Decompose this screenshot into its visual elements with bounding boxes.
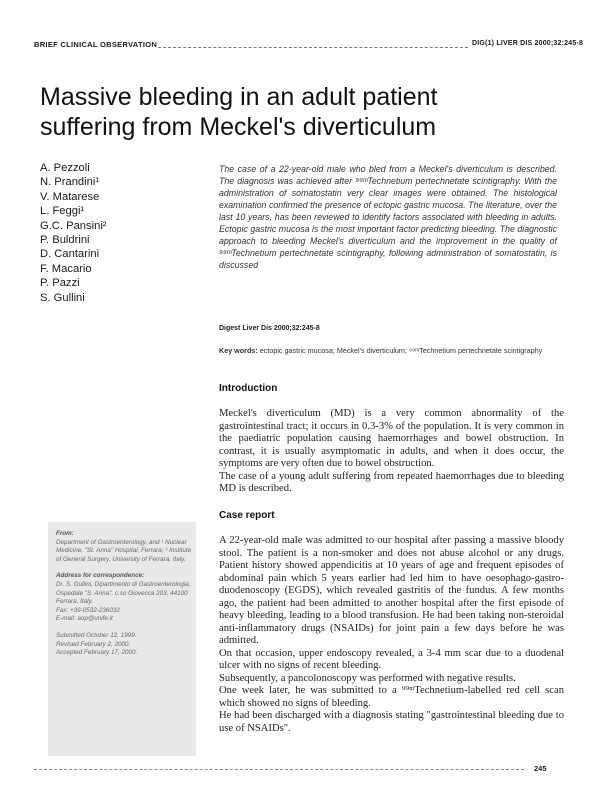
footer-rule — [34, 769, 524, 770]
section-label: BRIEF CLINICAL OBSERVATION — [34, 40, 158, 49]
keywords-label: Key words: — [219, 346, 258, 355]
author: G.C. Pansini² — [40, 219, 107, 232]
abstract: The case of a 22-year-old male who bled from a Meckel's diverticulum is described. The diagnosis was achieved after ⁹⁹ᵐTechnetium pertechnetate scintigraphy. With the administration of somatostatin very clear images were obtained. The histological examination confirmed the presence of ectopic gastric mucosa. The literature, over the last 10 years, has been reviewed to identify factors associated with bleeding in adults. Ectopic gastric mucosa is the most important factor predicting bleeding. The diagnostic approach to bleeding Meckel's diverticulum and the improvement in the quality of ⁹⁹ᵐTechnetium pertechnetate scintigraphy, following administration of somatostatin, is discussed — [219, 164, 557, 270]
author: L. Feggi¹ — [40, 205, 85, 218]
introduction-body — [219, 408, 564, 496]
paragraph: A 22-year-old male was admitted to our hospital after passing a massive bloody stool. The patient is a non-smoker and does not abuse alcohol or any drugs. Patient history showed appendicitis at 10 years of age and frequent episodes of abdominal pain which 5 years earlier had led him to have oesophago-gastro-duodenoscopy (EGDS), which revealed gastritis of the fundus. A few months ago, the patient had been admitted to another hospital after the first episode of heavy bleeding, leading to a blood transfusion. He had been taking non-steroidal anti-inflammatory drugs (NSAIDs) for joint pain a few days before he was admitted. — [219, 535, 564, 646]
introduction-heading: Introduction — [219, 383, 278, 394]
from-text: Department of Gastroenterology, and ¹ Nuclear Medicine, "St. Anna" Hospital, Ferrara; ² Institute of General Surgery, University of Ferrara, Italy. — [56, 538, 192, 563]
author: D. Cantarini — [40, 248, 100, 261]
title-line-2: suffering from Meckel's diverticulum — [40, 113, 437, 141]
author: S. Gullini — [40, 291, 85, 304]
header-rule — [158, 47, 468, 48]
keywords-text: ectopic gastric mucosa; Meckel's diverticulum; ⁹⁹ᵐTechnetium pertechnetate scintigraphy — [259, 346, 543, 355]
author: F. Macario — [40, 262, 92, 275]
paragraph: Subsequently, a pancolonoscopy was performed with negative results. — [219, 672, 516, 684]
keywords — [219, 346, 564, 357]
author-list — [40, 161, 210, 305]
from-label: From: — [56, 530, 74, 537]
case-report-body — [219, 535, 564, 735]
fax: Fax: +39-0532-236032 — [56, 606, 120, 614]
paragraph: Meckel's diverticulum (MD) is a very common abnormality of the gastrointestinal tract; it occurs in 0.3-3% of the population. It is very common in the paediatric population causing haemorrhages and bowel obstruction. In contrast, it is usually asymptomatic in adults, and when it does occur, the symptoms are very often due to bowel obstruction. — [219, 408, 564, 469]
citation-header: DIG(1) LIVER DIS 2000;32:245-8 — [472, 40, 584, 47]
title-line-1: Massive bleeding in an adult patient — [40, 83, 438, 111]
author: A. Pezzoli — [40, 162, 90, 174]
author: N. Prandini¹ — [40, 176, 100, 189]
article-title — [40, 82, 560, 142]
journal-reference: Digest Liver Dis 2000;32:245-8 — [219, 325, 320, 332]
paragraph: He had been discharged with a diagnosis stating "gastrointestinal bleeding due to use of NSAIDs". — [219, 710, 564, 734]
address-label: Address for correspondence: — [56, 572, 145, 580]
address-text: Dr. S. Gullini, Dipartimento di Gastroenterologia, Ospedale "S. Anna", c.so Giovecca 203, 44100 Ferrara, Italy. — [56, 580, 191, 606]
paragraph: On that occasion, upper endoscopy revealed, a 3-4 mm scar due to a duodenal ulcer with no signs of recent bleeding. — [219, 647, 564, 671]
email: E-mail: aop@unife.it — [56, 615, 113, 623]
author: P. Pazzi — [40, 277, 80, 290]
submitted-date: Submitted October 12, 1999. — [56, 631, 137, 639]
author: P. Buldrini — [40, 234, 90, 247]
author: V. Matarese — [40, 190, 100, 203]
paragraph: The case of a young adult suffering from repeated haemorrhages due to bleeding MD is described. — [219, 470, 564, 494]
case-report-heading: Case report — [219, 510, 275, 521]
affiliation-box — [48, 522, 196, 756]
paragraph: One week later, he was submitted to a ⁹⁹ᵐTechnetium-labelled red cell scan which showed no signs of bleeding. — [219, 685, 564, 709]
page-number: 245 — [534, 764, 547, 773]
accepted-date: Accepted February 17, 2000. — [56, 649, 138, 657]
revised-date: Revised February 2, 2000. — [56, 640, 131, 648]
